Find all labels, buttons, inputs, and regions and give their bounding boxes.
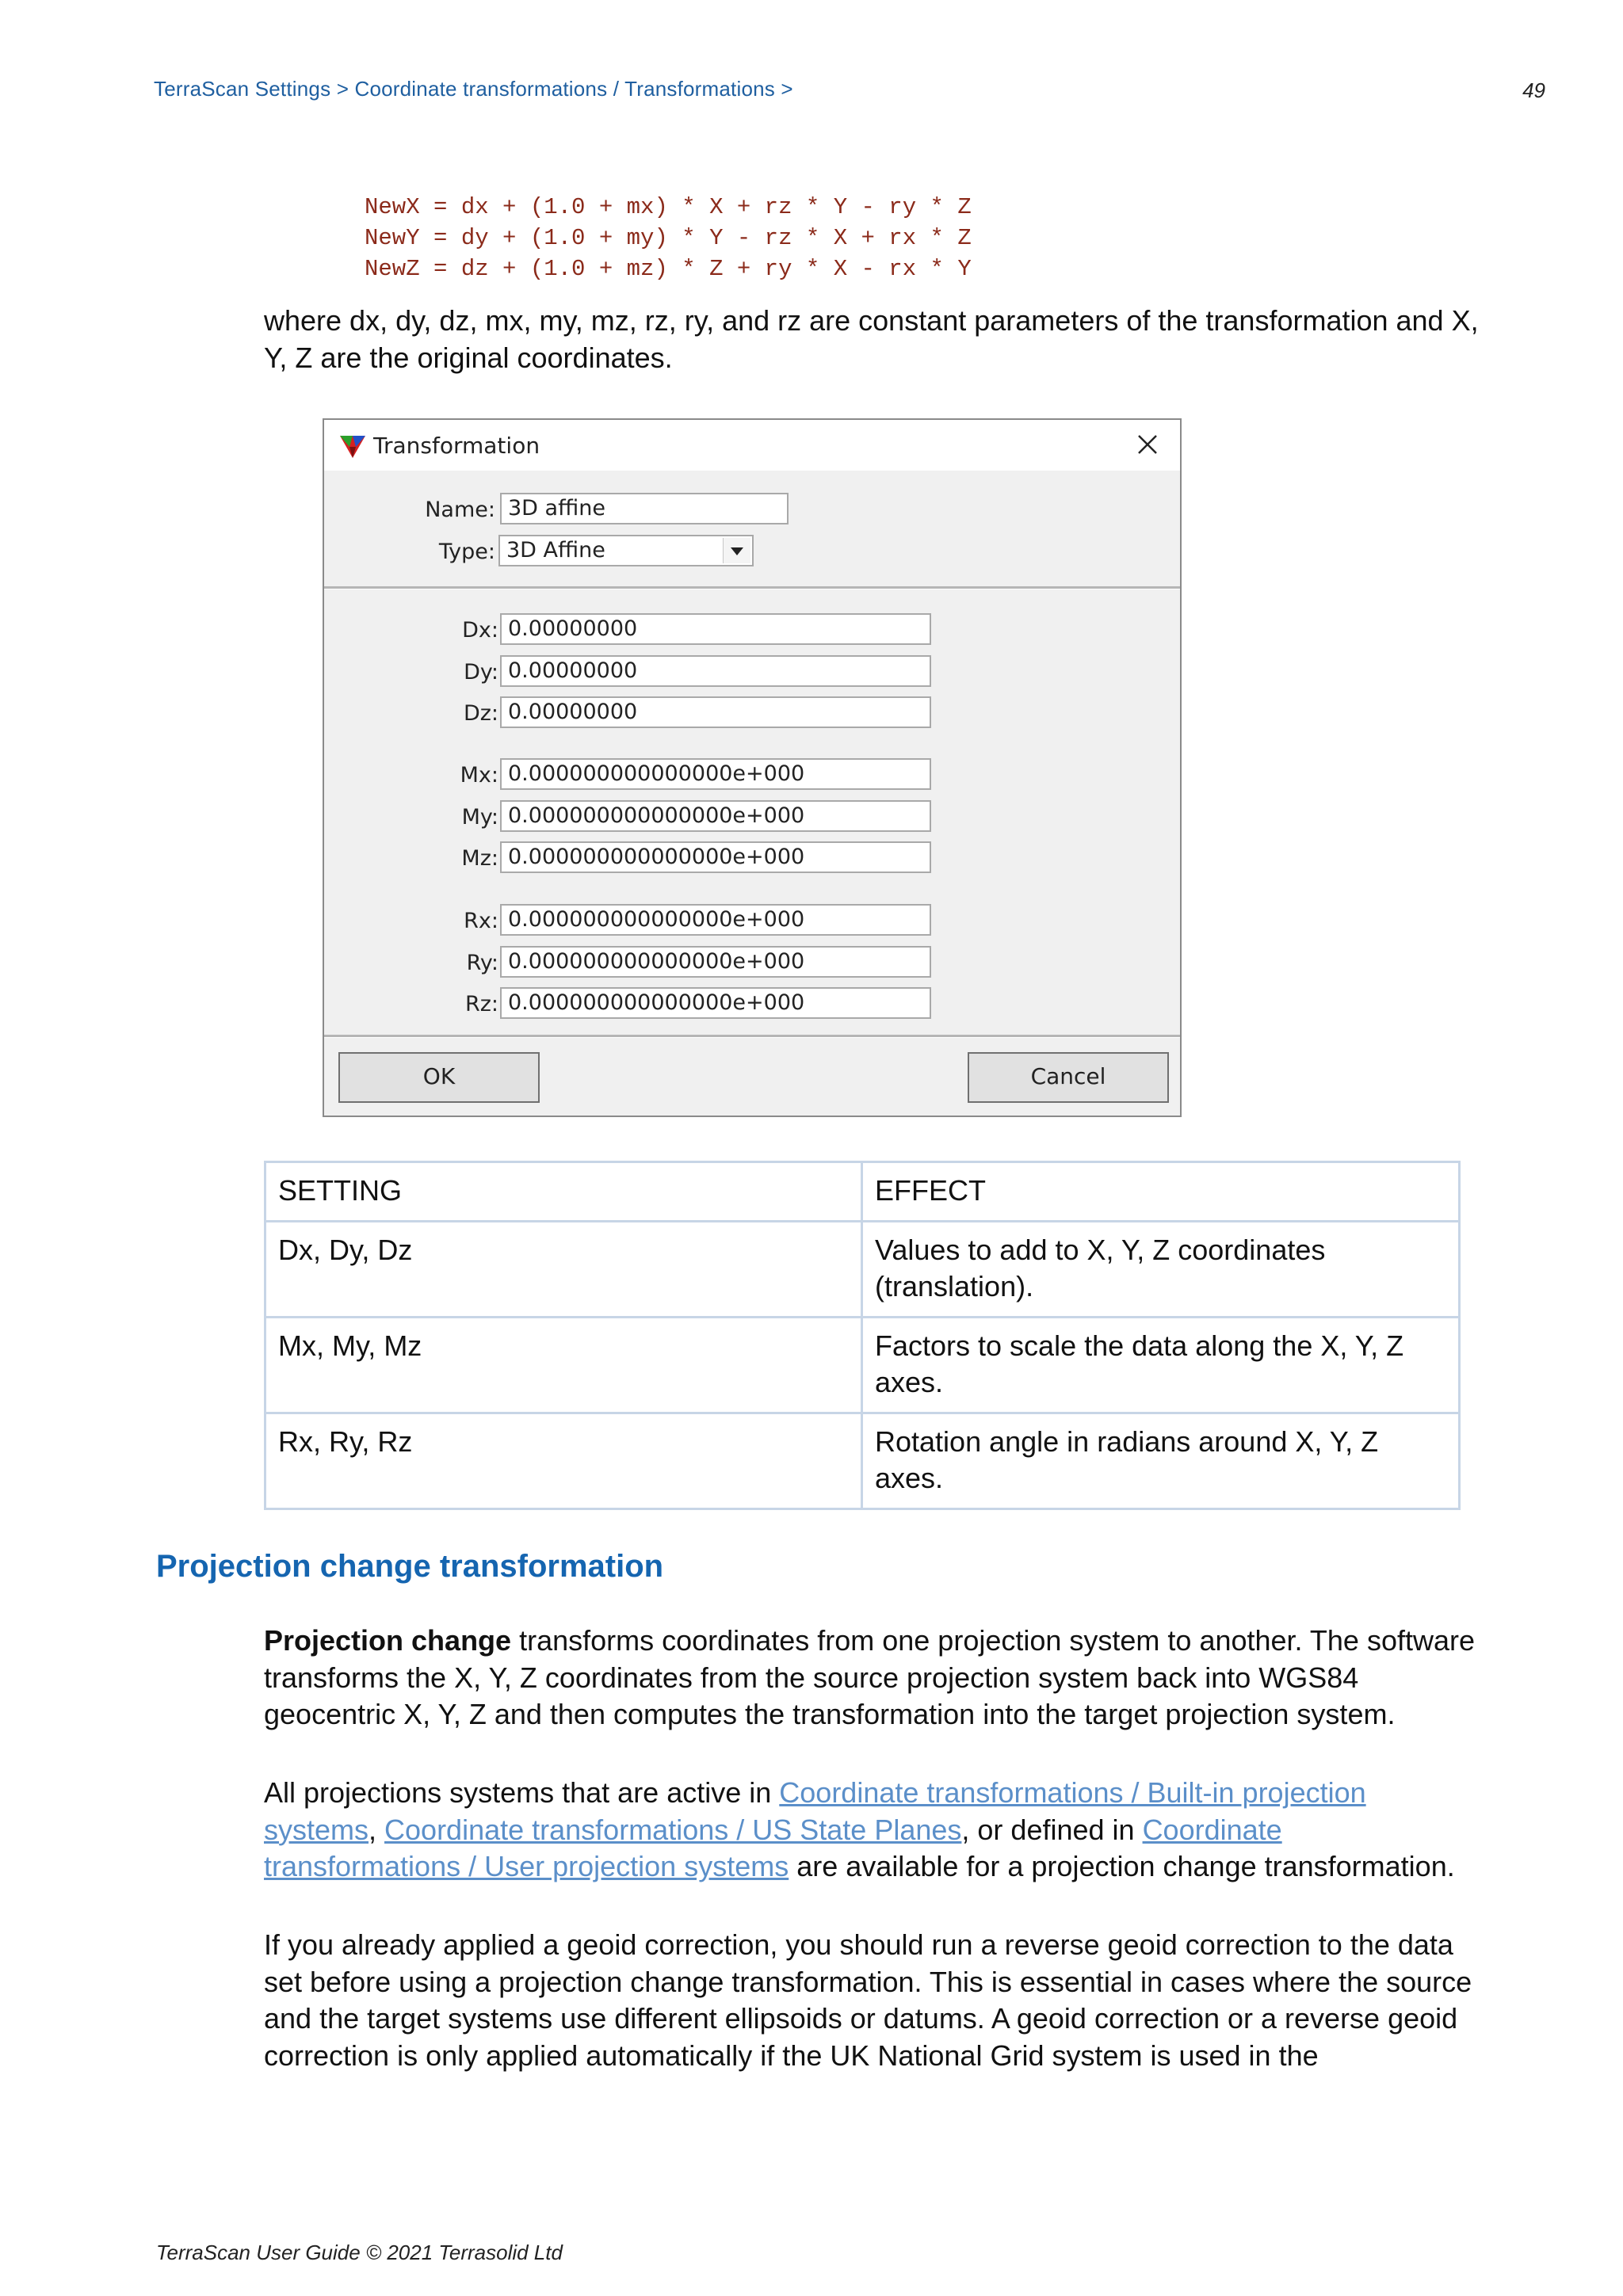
code-line: NewY = dy + (1.0 + my) * Y - rz * X + rx * Z bbox=[365, 225, 972, 251]
cancel-button[interactable]: Cancel bbox=[968, 1052, 1169, 1103]
table-cell: Values to add to X, Y, Z coordinates (translation). bbox=[862, 1222, 1460, 1318]
dialog-titlebar bbox=[324, 420, 1180, 471]
close-icon[interactable] bbox=[1134, 431, 1161, 458]
table-row bbox=[265, 1318, 1460, 1413]
table-cell: Mx, My, Mz bbox=[265, 1318, 862, 1413]
rz-input[interactable]: 0.000000000000000e+000 bbox=[500, 987, 931, 1019]
divider bbox=[324, 586, 1180, 589]
intro-paragraph: where dx, dy, dz, mx, my, mz, rz, ry, and rz are constant parameters of the transformation and X, Y, Z are the original coordinates. bbox=[264, 304, 1479, 374]
type-selected-value: 3D Affine bbox=[506, 538, 605, 563]
paragraph-text: are available for a projection change transformation. bbox=[789, 1850, 1455, 1882]
section-heading: Projection change transformation bbox=[156, 1549, 664, 1584]
terrascan-logo-icon bbox=[338, 431, 367, 460]
table-cell: Rotation angle in radians around X, Y, Z axes. bbox=[862, 1413, 1460, 1509]
my-input[interactable]: 0.000000000000000e+000 bbox=[500, 800, 931, 832]
ry-input[interactable]: 0.000000000000000e+000 bbox=[500, 946, 931, 978]
table-cell: Dx, Dy, Dz bbox=[265, 1222, 862, 1318]
code-line: NewZ = dz + (1.0 + mz) * Z + ry * X - rx * Y bbox=[365, 256, 972, 282]
table-row bbox=[265, 1413, 1460, 1509]
chevron-down-icon[interactable] bbox=[723, 538, 750, 563]
breadcrumb[interactable]: TerraScan Settings > Coordinate transformations / Transformations > bbox=[154, 77, 793, 101]
mx-input[interactable]: 0.000000000000000e+000 bbox=[500, 758, 931, 790]
table-header-row bbox=[265, 1162, 1460, 1222]
settings-table bbox=[264, 1161, 1461, 1510]
dz-input[interactable]: 0.00000000 bbox=[500, 696, 931, 728]
rx-label: Rx: bbox=[464, 909, 498, 933]
mz-label: Mz: bbox=[461, 846, 498, 871]
paragraph-text: transforms coordinates from one projection system to another. The software transforms the X, Y, Z coordinates from the source projection system back into WGS84 geocentric X, Y, Z and then computes the transformation into the target projection system. bbox=[264, 1624, 1475, 1730]
paragraph-text: All projections systems that are active in bbox=[264, 1776, 780, 1809]
ok-button[interactable]: OK bbox=[338, 1052, 540, 1103]
divider bbox=[324, 1035, 1180, 1038]
name-label: Name: bbox=[425, 498, 495, 522]
mz-input[interactable]: 0.000000000000000e+000 bbox=[500, 841, 931, 873]
name-input[interactable]: 3D affine bbox=[500, 493, 789, 524]
type-label: Type: bbox=[438, 540, 495, 564]
link-built-in-projection-systems[interactable]: Coordinate transformations / Built-in projection systems bbox=[264, 1776, 1366, 1846]
mx-label: Mx: bbox=[460, 763, 498, 788]
bold-term: Projection change bbox=[264, 1624, 512, 1657]
transformation-dialog bbox=[323, 418, 1182, 1117]
rz-label: Rz: bbox=[464, 992, 498, 1016]
table-cell: Rx, Ry, Rz bbox=[265, 1413, 862, 1509]
link-us-state-planes[interactable]: Coordinate transformations / US State Planes bbox=[384, 1813, 962, 1846]
paragraph-projection-change bbox=[264, 1623, 1484, 1733]
footer: TerraScan User Guide © 2021 Terrasolid Ltd bbox=[156, 2241, 563, 2264]
formula-code-block bbox=[365, 192, 972, 284]
dz-label: Dz: bbox=[463, 701, 498, 726]
dx-label: Dx: bbox=[462, 618, 498, 643]
table-header-cell: EFFECT bbox=[862, 1162, 1460, 1222]
code-line: NewX = dx + (1.0 + mx) * X + rz * Y - ry * Z bbox=[365, 194, 972, 220]
table-row bbox=[265, 1222, 1460, 1318]
my-label: My: bbox=[461, 805, 498, 830]
table-cell: Factors to scale the data along the X, Y, Z axes. bbox=[862, 1318, 1460, 1413]
dialog-title: Transformation bbox=[373, 433, 540, 459]
table-header-cell: SETTING bbox=[265, 1162, 862, 1222]
dy-input[interactable]: 0.00000000 bbox=[500, 655, 931, 687]
paragraph-projection-systems bbox=[264, 1775, 1484, 1886]
dy-label: Dy: bbox=[464, 660, 498, 685]
type-select[interactable] bbox=[498, 535, 754, 566]
paragraph-geoid-correction: If you already applied a geoid correction, you should run a reverse geoid correction to the data set before using a projection change transformation. This is essential in cases where the source and the target systems use different ellipsoids or datums. A geoid correction or a reverse geoid correction is only applied automatically if the UK National Grid system is used in the bbox=[264, 1928, 1472, 2072]
page-number: 49 bbox=[1522, 78, 1545, 102]
ry-label: Ry: bbox=[466, 951, 498, 975]
link-user-projection-systems[interactable]: Coordinate transformations / User projection systems bbox=[264, 1813, 1282, 1882]
paragraph-text: , bbox=[369, 1813, 385, 1846]
rx-input[interactable]: 0.000000000000000e+000 bbox=[500, 904, 931, 936]
dx-input[interactable]: 0.00000000 bbox=[500, 613, 931, 645]
paragraph-text: , or defined in bbox=[961, 1813, 1143, 1846]
